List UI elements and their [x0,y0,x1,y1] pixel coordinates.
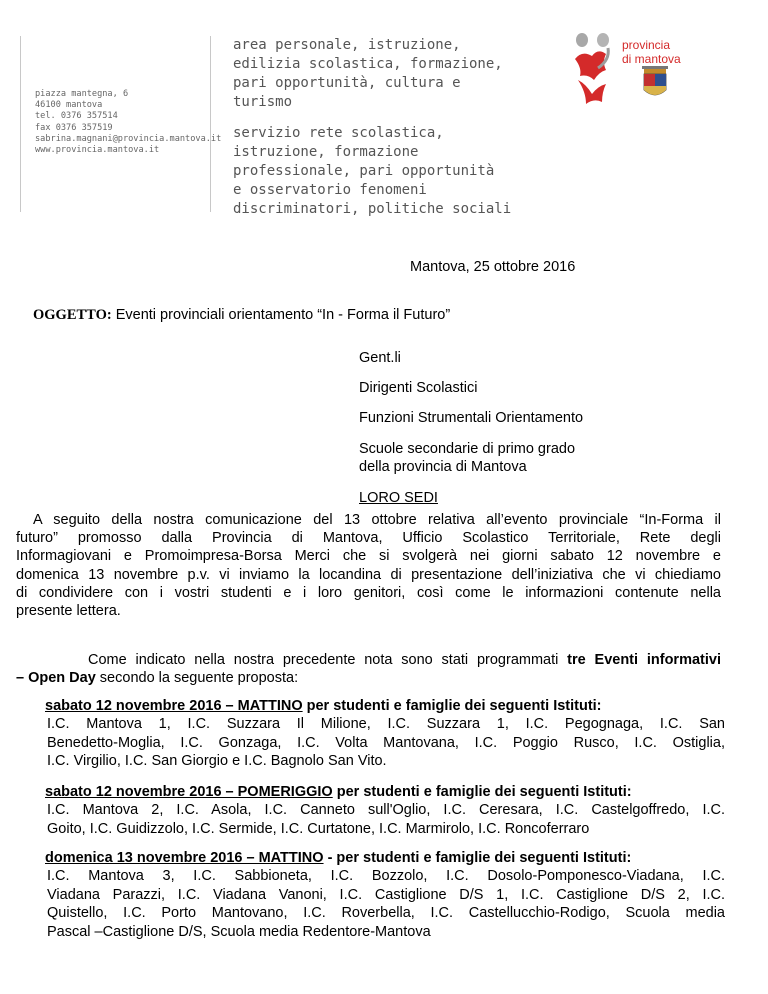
paragraph-line: Informagiovani e Promoimpresa-Borsa Merci che si svolgerà nei giorni sabato 12 novembre e [16,548,721,565]
schools-line: I.C. Virgilio, I.C. San Giorgio e I.C. Bagnolo San Vito. [47,753,387,770]
svg-text:provincia: provincia [622,38,671,52]
address-email: sabrina.magnani@provincia.mantova.it [35,133,222,144]
event-date: sabato 12 novembre 2016 – MATTINO [45,698,303,714]
schools-line: Pascal –Castiglione D/S, Scuola media Redentore-Mantova [47,923,431,940]
event-heading [45,783,725,801]
schools-line: Benedetto-Moglia, I.C. Gonzaga, I.C. Volta Mantovana, I.C. Poggio Rusco, I.C. Ostiglia, [47,734,725,751]
svg-text:di mantova: di mantova [622,52,681,66]
event-date: sabato 12 novembre 2016 – POMERIGGIO [45,784,333,800]
schools-line: Viadana Parazzi, I.C. Viadana Vanoni, I.C. Castiglione D/S 1, I.C. Castiglione D/S 2, I.C. [47,886,725,903]
area-line: turismo [233,94,293,110]
letter-date: Mantova, 25 ottobre 2016 [410,259,576,275]
event-schools [45,867,725,941]
area-heading [233,36,503,112]
address-website: www.provincia.mantova.it [35,145,160,156]
address-city: 46100 mantova [35,100,103,111]
event-section-sat-afternoon [45,783,725,838]
event-schools [45,801,725,838]
recipient-greeting: Gent.li [359,350,401,366]
address-street: piazza mantegna, 6 [35,89,129,99]
paragraph-line [16,651,721,669]
servizio-line: istruzione, formazione [233,144,419,160]
schools-line: I.C. Mantova 3, I.C. Sabbioneta, I.C. Bozzolo, I.C. Dosolo-Pomponesco-Viadana, I.C. [47,868,725,885]
recipient-provincia: della provincia di Mantova [359,459,527,475]
subject-label: OGGETTO: [33,307,112,323]
servizio-line: servizio rete scolastica, [233,125,444,141]
header-rule-left [20,36,21,212]
event-schools [45,715,725,770]
area-line: pari opportunità, cultura e [233,75,461,91]
intro-paragraph [16,511,721,620]
event-heading [45,849,725,867]
event-audience: per studenti e famiglie dei seguenti Istituti: [332,784,632,800]
event-section-sun-morning [45,849,725,941]
paragraph-bold: – Open Day [16,670,96,687]
provincia-logo [572,28,684,112]
events-paragraph [16,651,721,687]
address-phone: tel. 0376 357514 [35,111,118,122]
servizio-heading [233,124,512,219]
schools-line: I.C. Mantova 2, I.C. Asola, I.C. Canneto sull'Oglio, I.C. Ceresara, I.C. Castelgoffredo, I.C. [47,802,725,819]
paragraph-line: domenica 13 novembre p.v. vi inviamo la locandina di presentazione dell’iniziativa che vi chiediamo [16,566,721,583]
provincia-logo-icon [572,28,684,112]
servizio-line: e osservatorio fenomeni [233,182,427,198]
area-line: edilizia scolastica, formazione, [233,56,503,72]
servizio-line: discriminatori, politiche sociali [233,201,512,217]
servizio-line: professionale, pari opportunità [233,163,495,179]
paragraph-line: A seguito della nostra comunicazione del 13 ottobre relativa all’evento provinciale “In-Forma il [33,512,721,528]
paragraph-line: presente lettera. [16,603,121,620]
recipient-scuole: Scuole secondarie di primo grado [359,441,576,457]
event-audience: - per studenti e famiglie dei seguenti Istituti: [323,850,632,866]
address-fax: fax 0376 357519 [35,122,113,133]
area-line: area personale, istruzione, [233,37,461,53]
event-heading [45,697,725,715]
paragraph-line [16,669,721,687]
recipient-dirigenti: Dirigenti Scolastici [359,380,478,396]
paragraph-text: secondo la seguente proposta: [95,670,299,687]
paragraph-line: di condividere con i vostri studenti e i loro genitori, così come le informazioni contenute nella [16,584,721,601]
schools-line: Goito, I.C. Guidizzolo, I.C. Sermide, I.C. Curtatone, I.C. Marmirolo, I.C. Roncoferraro [47,820,590,837]
event-audience: per studenti e famiglie dei seguenti Istituti: [302,698,602,714]
schools-line: Quistello, I.C. Porto Mantovano, I.C. Roverbella, I.C. Castellucchio-Rodigo, Scuola media [47,905,725,922]
paragraph-bold: tre Eventi informativi [567,652,721,668]
paragraph-text: Come indicato nella nostra precedente nota sono stati programmati [88,652,568,668]
paragraph-line: futuro” promosso dalla Provincia di Mantova, Ufficio Scolastico Territoriale, Rete degli [16,530,721,547]
event-date: domenica 13 novembre 2016 – MATTINO [45,850,324,866]
schools-line: I.C. Mantova 1, I.C. Suzzara Il Milione, I.C. Suzzara 1, I.C. Pegognaga, I.C. San [47,716,725,733]
recipient-loro-sedi: LORO SEDI [359,490,438,506]
address-block [35,89,221,156]
event-section-sat-morning [45,697,725,771]
subject-line [33,307,450,324]
subject-text: Eventi provinciali orientamento “In - Forma il Futuro” [111,307,451,323]
recipient-funzioni: Funzioni Strumentali Orientamento [359,410,584,426]
